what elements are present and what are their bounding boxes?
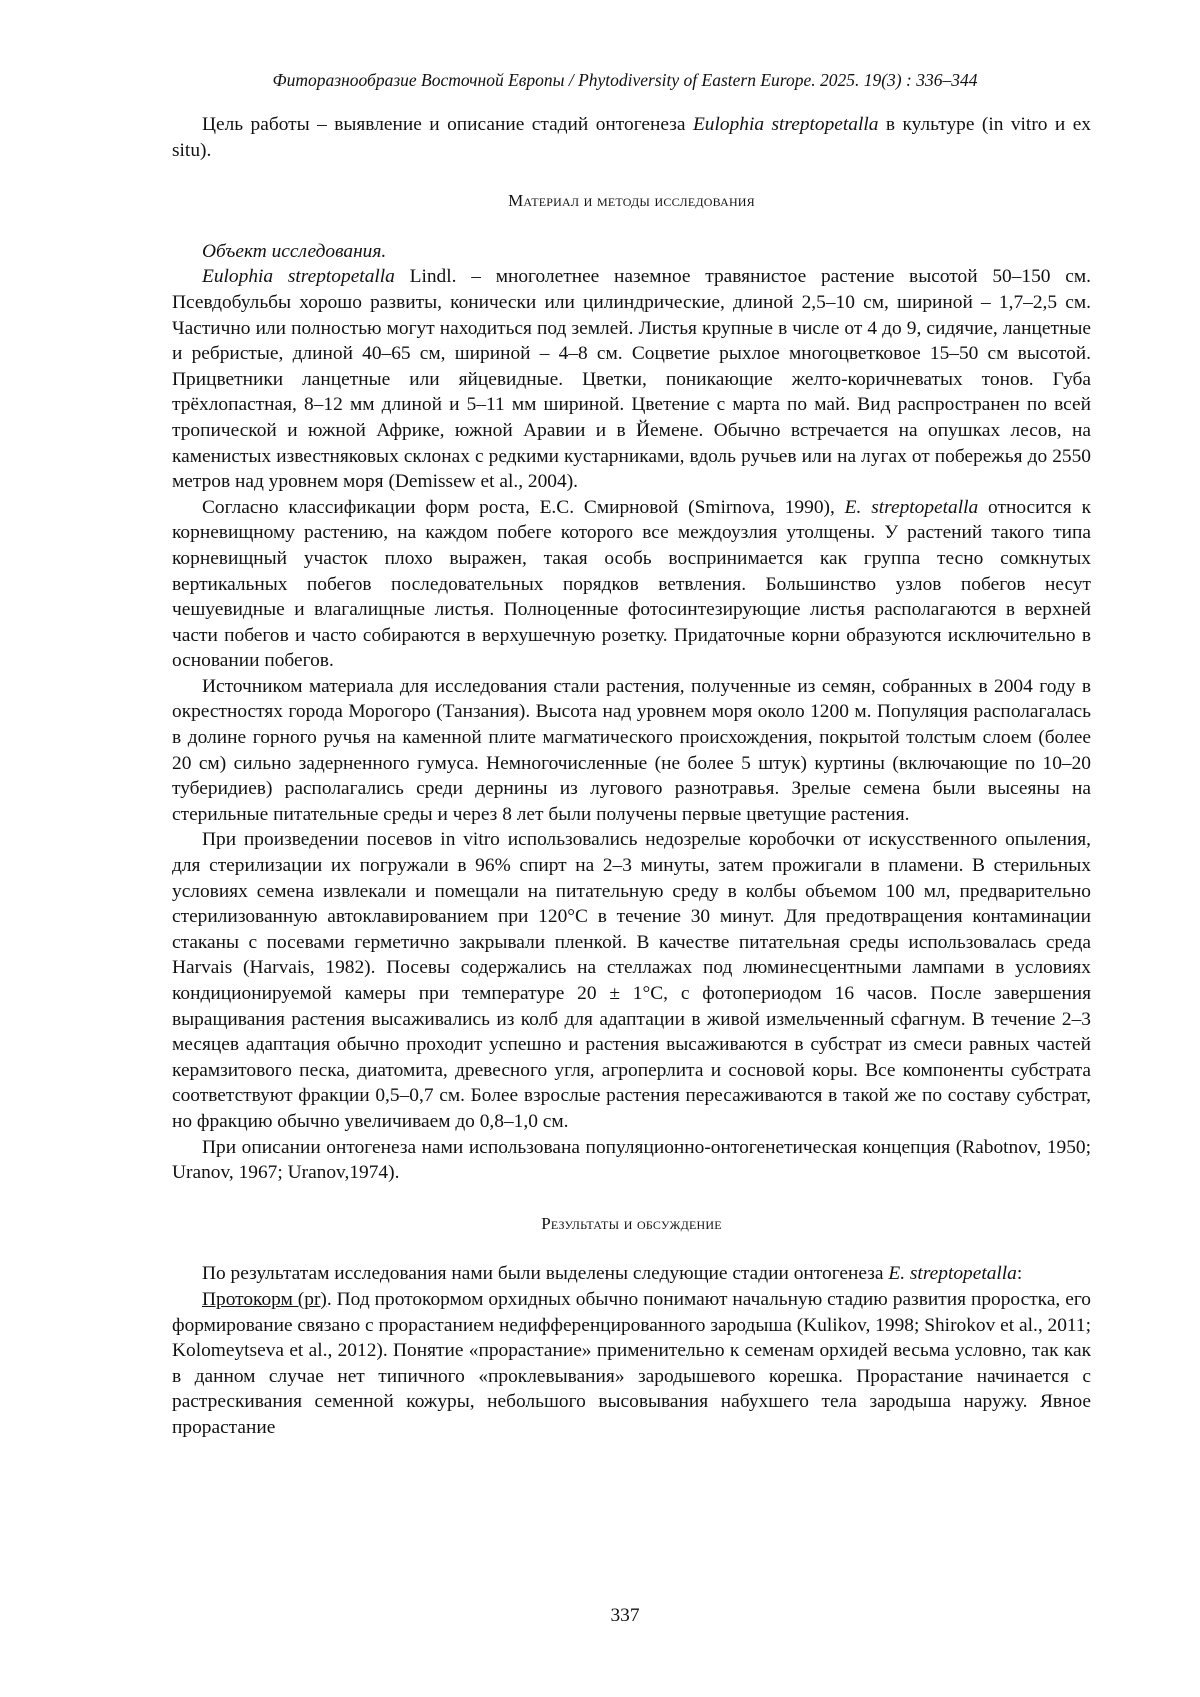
paragraph-protocorm xyxy=(172,1287,1091,1441)
article-body xyxy=(172,112,1091,1441)
running-header: Фиторазнообразие Восточной Европы / Phytodiversity of Eastern Europe. 2025. 19(3) : 336–344 xyxy=(160,70,1090,91)
species-name: Eulophia streptopetalla xyxy=(693,114,879,135)
text-run: в культуре (in vitro и ex situ). xyxy=(172,114,1091,161)
species-name: E. streptopetalla xyxy=(888,1263,1017,1284)
paragraph-in-vitro-methods: При произведении посевов in vitro использовались недозрелые коробочки от искусственного опыления, для стерилизации их погружали в 96% спирт на 2–3 минуты, затем прожигали в пламени. В стерильных условиях семена извлекали и помещали на питательную среду в колбы объемом 100 мл, предварительно стерилизованную автоклавированием при 120°С в течение 30 минут. Для предотвращения контаминации стаканы с посевами герметично закрывали пленкой. В качестве питательная среды использовалась среда Harvais (Harvais, 1982). Посевы содержались на стеллажах под люминесцентными лампами в условиях кондиционируемой камеры при температуре 20 ± 1°С, с фотопериодом 16 часов. После завершения выращивания растения высаживались из колб для адаптации в живой измельченный сфагнум. В течение 2–3 месяцев адаптация обычно проходит успешно и растения высаживаются в субстрат из смеси равных частей керамзитового песка, диатомита, древесного угля, агроперлита и сосновой коры. Все компоненты субстрата соответствуют фракции 0,5–0,7 см. Более взрослые растения пересаживаются в такой же по составу субстрат, но фракцию обычно увеличиваем до 0,8–1,0 см. xyxy=(172,827,1091,1134)
paragraph-material-source: Источником материала для исследования стали растения, полученные из семян, собранных в 2004 году в окрестностях города Морогоро (Танзания). Высота над уровнем моря около 1200 м. Популяция располагалась в долине горного ручья на каменной плите магматического происхождения, покрытой толстым слоем (более 20 см) сильно задерненного гумуса. Немногочисленные (не более 5 штук) куртины (включающие по 10–20 туберидиев) располагались среди дернины из лугового разнотравья. Зрелые семена были высеяны на стерильные питательные среды и через 8 лет были получены первые цветущие растения. xyxy=(172,674,1091,828)
paragraph-concept: При описании онтогенеза нами использована популяционно-онтогенетическая концепция (Rabotnov, 1950; Uranov, 1967; Uranov,1974). xyxy=(172,1135,1091,1186)
paragraph-results-intro xyxy=(172,1261,1091,1287)
section-heading-results: Результаты и обсуждение xyxy=(172,1211,1091,1237)
text-run: Согласно классификации форм роста, Е.С. Смирновой (Smirnova, 1990), xyxy=(202,497,845,518)
text-run: Цель работы – выявление и описание стадий онтогенеза xyxy=(202,114,693,135)
text-run: Lindl. – многолетнее наземное травянистое растение высотой 50–150 см. Псевдобульбы хорошо развиты, конически или цилиндрические, длиной 2,5–10 см, шириной – 1,7–2,5 см. Частично или полностью могут находиться под землей. Листья крупные в числе от 4 до 9, сидячие, ланцетные и ребристые, длиной 40–65 см, шириной – 4–8 см. Соцветие рыхлое многоцветковое 15–50 см высотой. Прицветники ланцетные или яйцевидные. Цветки, поникающие желто-коричневатых тонов. Губа трёхлопастная, 8–12 мм длиной и 5–11 мм шириной. Цветение с марта по май. Вид распространен по всей тропической и южной Африке, южной Аравии и в Йемене. Обычно встречается на опушках лесов, на каменистых известняковых склонах с редкими кустарниками, вдоль ручьев или на лугах от побережья до 2550 метров над уровнем моря (Demissew et al., 2004). xyxy=(172,266,1091,492)
section-heading-methods: Материал и методы исследования xyxy=(172,188,1091,214)
species-name: Eulophia streptopetalla xyxy=(202,266,395,287)
intro-paragraph xyxy=(172,112,1091,163)
text-run: : xyxy=(1017,1263,1022,1284)
journal-page xyxy=(0,0,1200,1697)
text-run: По результатам исследования нами были выделены следующие стадии онтогенеза xyxy=(202,1263,888,1284)
species-name: E. streptopetalla xyxy=(845,497,979,518)
subsection-heading-object: Объект исследования. xyxy=(172,239,1091,265)
text-run: относится к корневищному растению, на каждом побеге которого все междоузлия утолщены. У растений такого типа корневищный участок плохо выражен, такая особь воспринимается как группа тесно сомкнутых вертикальных побегов последовательных порядков ветвления. Большинство узлов побегов несут чешуевидные и влагалищные листья. Полноценные фотосинтезирующие листья располагаются в верхней части побегов и часто собираются в верхушечную розетку. Придаточные корни образуются исключительно в основании побегов. xyxy=(172,497,1091,672)
page-number: 337 xyxy=(560,1605,690,1627)
text-run: . Под протокормом орхидных обычно понимают начальную стадию развития проростка, его формирование связано с прорастанием недифференцированного зародыша (Kulikov, 1998; Shirokov et al., 2011; Kolomeytseva et al., 2012). Понятие «прорастание» применительно к семенам орхидей весьма условно, так как в данном случае нет типичного «проклевывания» зародышевого корешка. Прорастание начинается с растрескивания семенной кожуры, небольшого высовывания набухшего тела зародыша наружу. Явное прорастание xyxy=(172,1289,1091,1438)
paragraph-species-description xyxy=(172,264,1091,494)
paragraph-growth-form xyxy=(172,495,1091,674)
stage-term: Протокорм (pr) xyxy=(202,1289,327,1310)
